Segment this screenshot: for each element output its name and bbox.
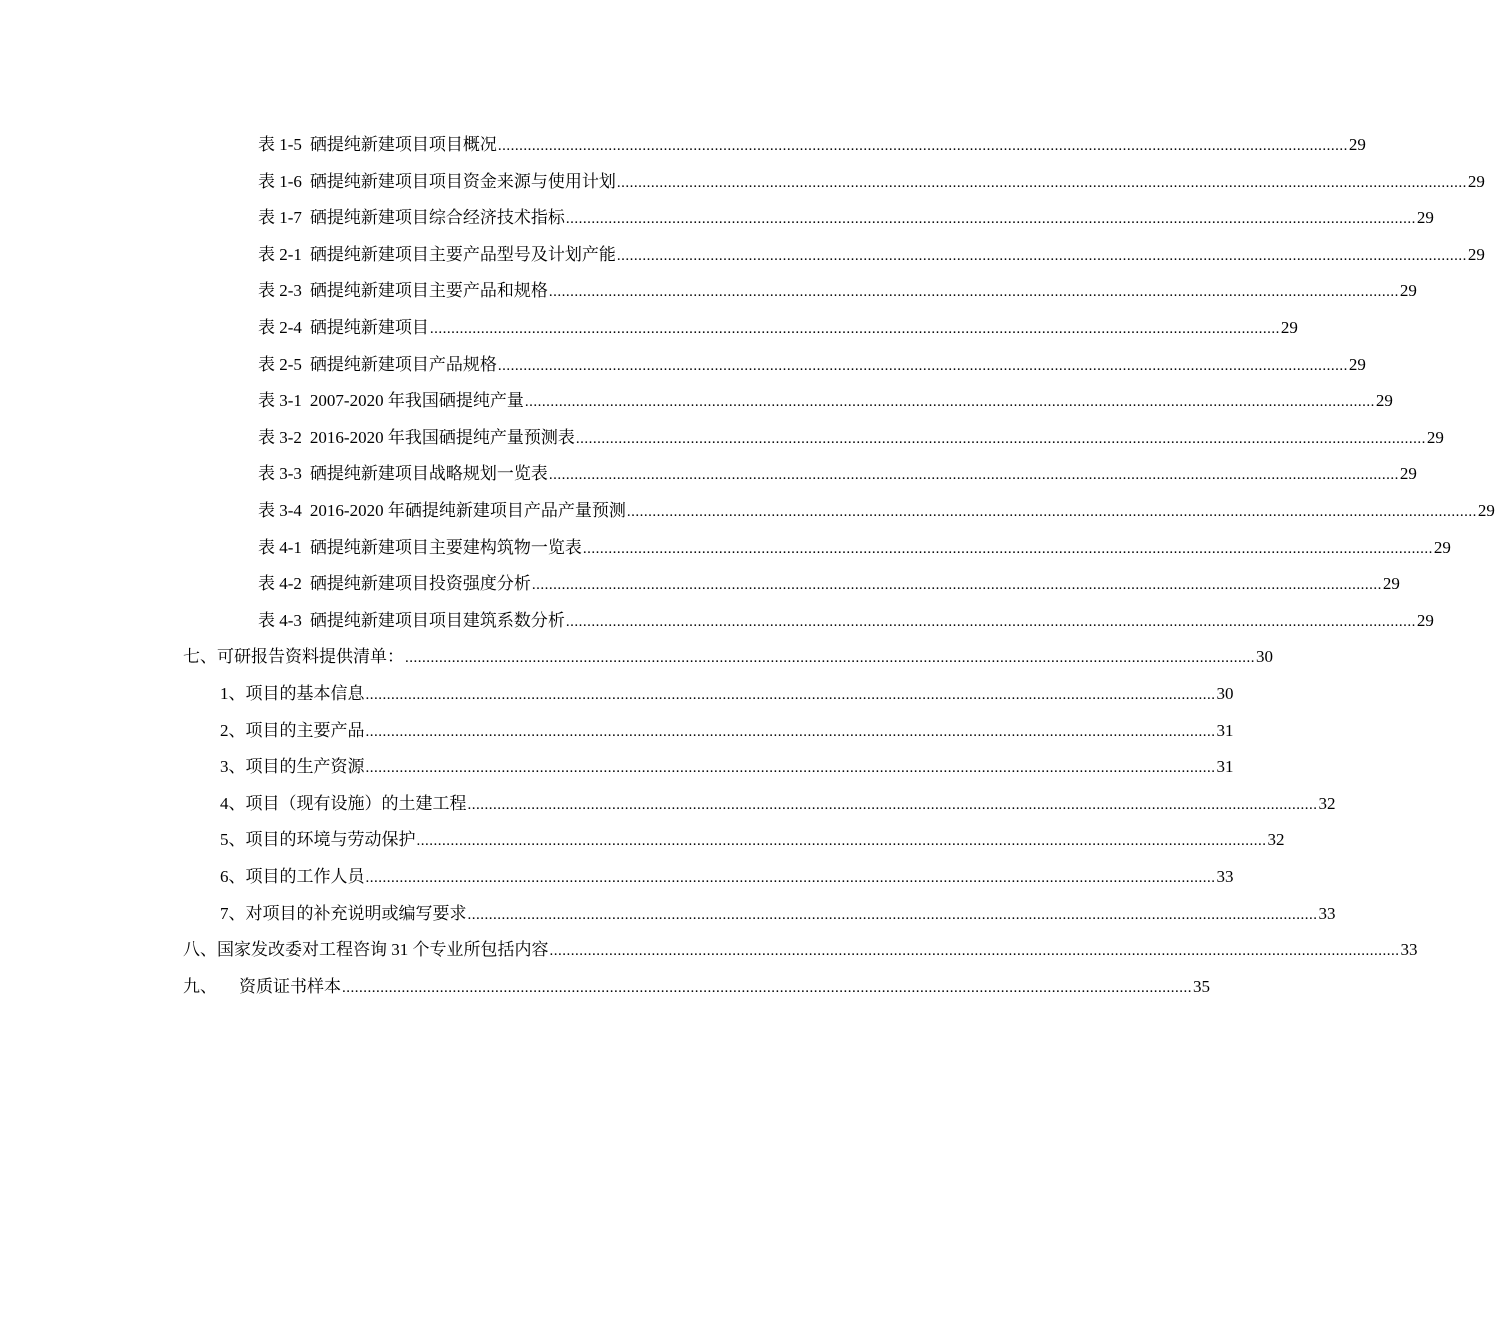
dot-leader: ........................................................................................................................................................................................................ — [497, 357, 1348, 374]
toc-entry-prefix: 表 2-5 — [258, 354, 302, 374]
toc-entry-page: 33 — [1400, 940, 1418, 960]
dot-leader: ........................................................................................................................................................................................................ — [467, 906, 1318, 923]
toc-entry-prefix: 表 1-6 — [258, 171, 302, 191]
toc-entry-title: 硒提纯新建项目投资强度分析 — [309, 574, 531, 594]
toc-entry-table-2-3[interactable] — [258, 266, 1417, 302]
toc-entry-page: 29 — [1467, 244, 1485, 264]
dot-leader: ........................................................................................................................................................................................................ — [548, 284, 1399, 301]
toc-entry-page: 29 — [1375, 391, 1393, 411]
toc-entry-page: 29 — [1399, 281, 1417, 301]
toc-entry-page: 29 — [1433, 537, 1451, 557]
toc-entry-title: 4、项目（现有设施）的土建工程 — [220, 793, 467, 813]
dot-leader: ........................................................................................................................................................................................................ — [616, 174, 1467, 191]
toc-entry-prefix: 表 1-5 — [258, 135, 302, 154]
dot-leader: ........................................................................................................................................................................................................ — [416, 833, 1267, 850]
dot-leader: ........................................................................................................................................................................................................ — [616, 247, 1467, 264]
toc-entry-7-2[interactable] — [220, 706, 1234, 742]
toc-entry-page: 29 — [1467, 171, 1485, 191]
dot-leader: ........................................................................................................................................................................................................ — [565, 613, 1416, 630]
dot-leader: ........................................................................................................................................................................................................ — [365, 723, 1216, 740]
toc-entry-title: 硒提纯新建项目综合经济技术指标 — [309, 208, 565, 228]
dot-leader: ........................................................................................................................................................................................................ — [548, 467, 1399, 484]
dot-leader: ........................................................................................................................................................................................................ — [531, 577, 1382, 594]
toc-entry-page: 32 — [1267, 830, 1285, 850]
dot-leader: ........................................................................................................................................................................................................ — [365, 760, 1216, 777]
toc-entry-prefix: 表 3-1 — [258, 391, 302, 411]
toc-entry-title: 硒提纯新建项目主要建构筑物一览表 — [309, 537, 582, 557]
dot-leader: ........................................................................................................................................................................................................ — [365, 687, 1216, 703]
toc-entry-number: 九、 — [183, 976, 217, 996]
toc-entry-title: 2007-2020 年我国硒提纯产量 — [309, 391, 524, 411]
toc-entry-title: 硒提纯新建项目 — [309, 318, 429, 337]
dot-leader: ........................................................................................................................................................................................................ — [549, 943, 1400, 960]
toc-entry-page: 29 — [1382, 574, 1400, 594]
toc-entry-7-4[interactable] — [220, 779, 1336, 815]
dot-leader: ........................................................................................................................................................................................................ — [582, 540, 1433, 557]
toc-entry-table-3-1[interactable] — [258, 376, 1393, 412]
toc-entry-title: 3、项目的生产资源 — [220, 757, 365, 777]
toc-entry-title: 1、项目的基本信息 — [220, 684, 365, 703]
toc-entry-page: 29 — [1426, 427, 1444, 447]
toc-entry-page: 29 — [1348, 135, 1366, 154]
toc-entry-page: 31 — [1216, 757, 1234, 777]
dot-leader: ........................................................................................................................................................................................................ — [365, 870, 1216, 886]
toc-entry-section-9[interactable] — [183, 962, 1210, 998]
toc-entry-table-4-2[interactable] — [258, 559, 1400, 595]
toc-entry-page: 29 — [1280, 318, 1298, 337]
toc-entry-title: 2016-2020 年我国硒提纯产量预测表 — [309, 427, 575, 447]
dot-leader: ........................................................................................................................................................................................................ — [524, 394, 1375, 411]
toc-entry-page: 35 — [1193, 976, 1210, 996]
toc-entry-page: 29 — [1348, 354, 1366, 374]
toc-entry-7-5[interactable] — [220, 815, 1285, 851]
toc-entry-page: 29 — [1399, 464, 1417, 484]
toc-entry-table-4-3[interactable] — [258, 596, 1434, 632]
toc-entry-prefix: 表 4-3 — [258, 610, 302, 630]
toc-entry-page: 30 — [1216, 684, 1234, 703]
toc-entry-page: 30 — [1256, 647, 1273, 667]
dot-leader: ........................................................................................................................................................................................................ — [405, 650, 1255, 667]
toc-entry-prefix: 表 1-7 — [258, 208, 302, 228]
toc-entry-page: 29 — [1416, 208, 1434, 228]
toc-entry-title: 七、可研报告资料提供清单： — [183, 647, 404, 667]
toc-entry-title: 5、项目的环境与劳动保护 — [220, 830, 416, 850]
toc-entry-table-3-2[interactable] — [258, 413, 1444, 449]
toc-entry-title: 资质证书样本 — [239, 976, 341, 996]
toc-entry-title: 八、国家发改委对工程咨询 31 个专业所包括内容 — [183, 940, 549, 960]
toc-entry-7-3[interactable] — [220, 742, 1234, 778]
toc-entry-7-7[interactable] — [220, 889, 1336, 925]
toc-entry-7-6[interactable] — [220, 852, 1234, 888]
toc-entry-table-3-3[interactable] — [258, 449, 1417, 485]
toc-entry-prefix: 表 3-2 — [258, 427, 302, 447]
toc-entry-section-7[interactable] — [183, 632, 1273, 668]
toc-entry-title: 硒提纯新建项目战略规划一览表 — [309, 464, 548, 484]
dot-leader: ........................................................................................................................................................................................................ — [565, 211, 1416, 228]
dot-leader: ........................................................................................................................................................................................................ — [342, 979, 1192, 996]
toc-entry-title: 硒提纯新建项目项目资金来源与使用计划 — [309, 171, 616, 191]
dot-leader: ........................................................................................................................................................................................................ — [575, 430, 1426, 447]
toc-entry-page: 32 — [1318, 793, 1336, 813]
toc-entry-table-1-6[interactable] — [258, 157, 1485, 193]
toc-entry-title: 7、对项目的补充说明或编写要求 — [220, 903, 467, 923]
toc-entry-table-1-7[interactable] — [258, 193, 1434, 229]
toc-entry-prefix: 表 2-4 — [258, 318, 302, 337]
toc-entry-prefix: 表 4-1 — [258, 537, 302, 557]
toc-entry-table-2-4[interactable] — [258, 303, 1298, 339]
toc-entry-table-2-1[interactable] — [258, 230, 1485, 266]
dot-leader: ........................................................................................................................................................................................................ — [467, 796, 1318, 813]
toc-entry-page: 33 — [1318, 903, 1336, 923]
toc-entry-page: 33 — [1216, 867, 1234, 886]
dot-leader: ........................................................................................................................................................................................................ — [626, 504, 1477, 520]
toc-entry-section-8[interactable] — [183, 925, 1418, 961]
toc-entry-title: 2016-2020 年硒提纯新建项目产品产量预测 — [309, 501, 626, 520]
toc-entry-title: 硒提纯新建项目产品规格 — [309, 354, 497, 374]
toc-entry-prefix: 表 3-3 — [258, 464, 302, 484]
toc-entry-title: 硒提纯新建项目项目概况 — [309, 135, 497, 154]
toc-entry-title: 硒提纯新建项目主要产品型号及计划产能 — [309, 244, 616, 264]
toc-entry-title: 硒提纯新建项目主要产品和规格 — [309, 281, 548, 301]
toc-entry-prefix: 表 2-3 — [258, 281, 302, 301]
toc-entry-title: 2、项目的主要产品 — [220, 720, 365, 740]
toc-entry-title: 6、项目的工作人员 — [220, 867, 365, 886]
toc-entry-7-1[interactable] — [220, 669, 1234, 705]
toc-entry-prefix: 表 4-2 — [258, 574, 302, 594]
toc-entry-prefix: 表 3-4 — [258, 501, 302, 520]
toc-entry-page: 31 — [1216, 720, 1234, 740]
toc-entry-prefix: 表 2-1 — [258, 244, 302, 264]
toc-entry-page: 29 — [1477, 501, 1495, 520]
dot-leader: ........................................................................................................................................................................................................ — [429, 321, 1280, 337]
toc-entry-table-2-5[interactable] — [258, 340, 1366, 376]
dot-leader: ........................................................................................................................................................................................................ — [497, 138, 1348, 154]
toc-entry-page: 29 — [1416, 610, 1434, 630]
toc-entry-table-4-1[interactable] — [258, 523, 1451, 559]
toc-entry-title: 硒提纯新建项目项目建筑系数分析 — [309, 610, 565, 630]
toc-entry-table-3-4[interactable] — [258, 486, 1495, 522]
toc-entry-table-1-5[interactable] — [258, 120, 1366, 156]
